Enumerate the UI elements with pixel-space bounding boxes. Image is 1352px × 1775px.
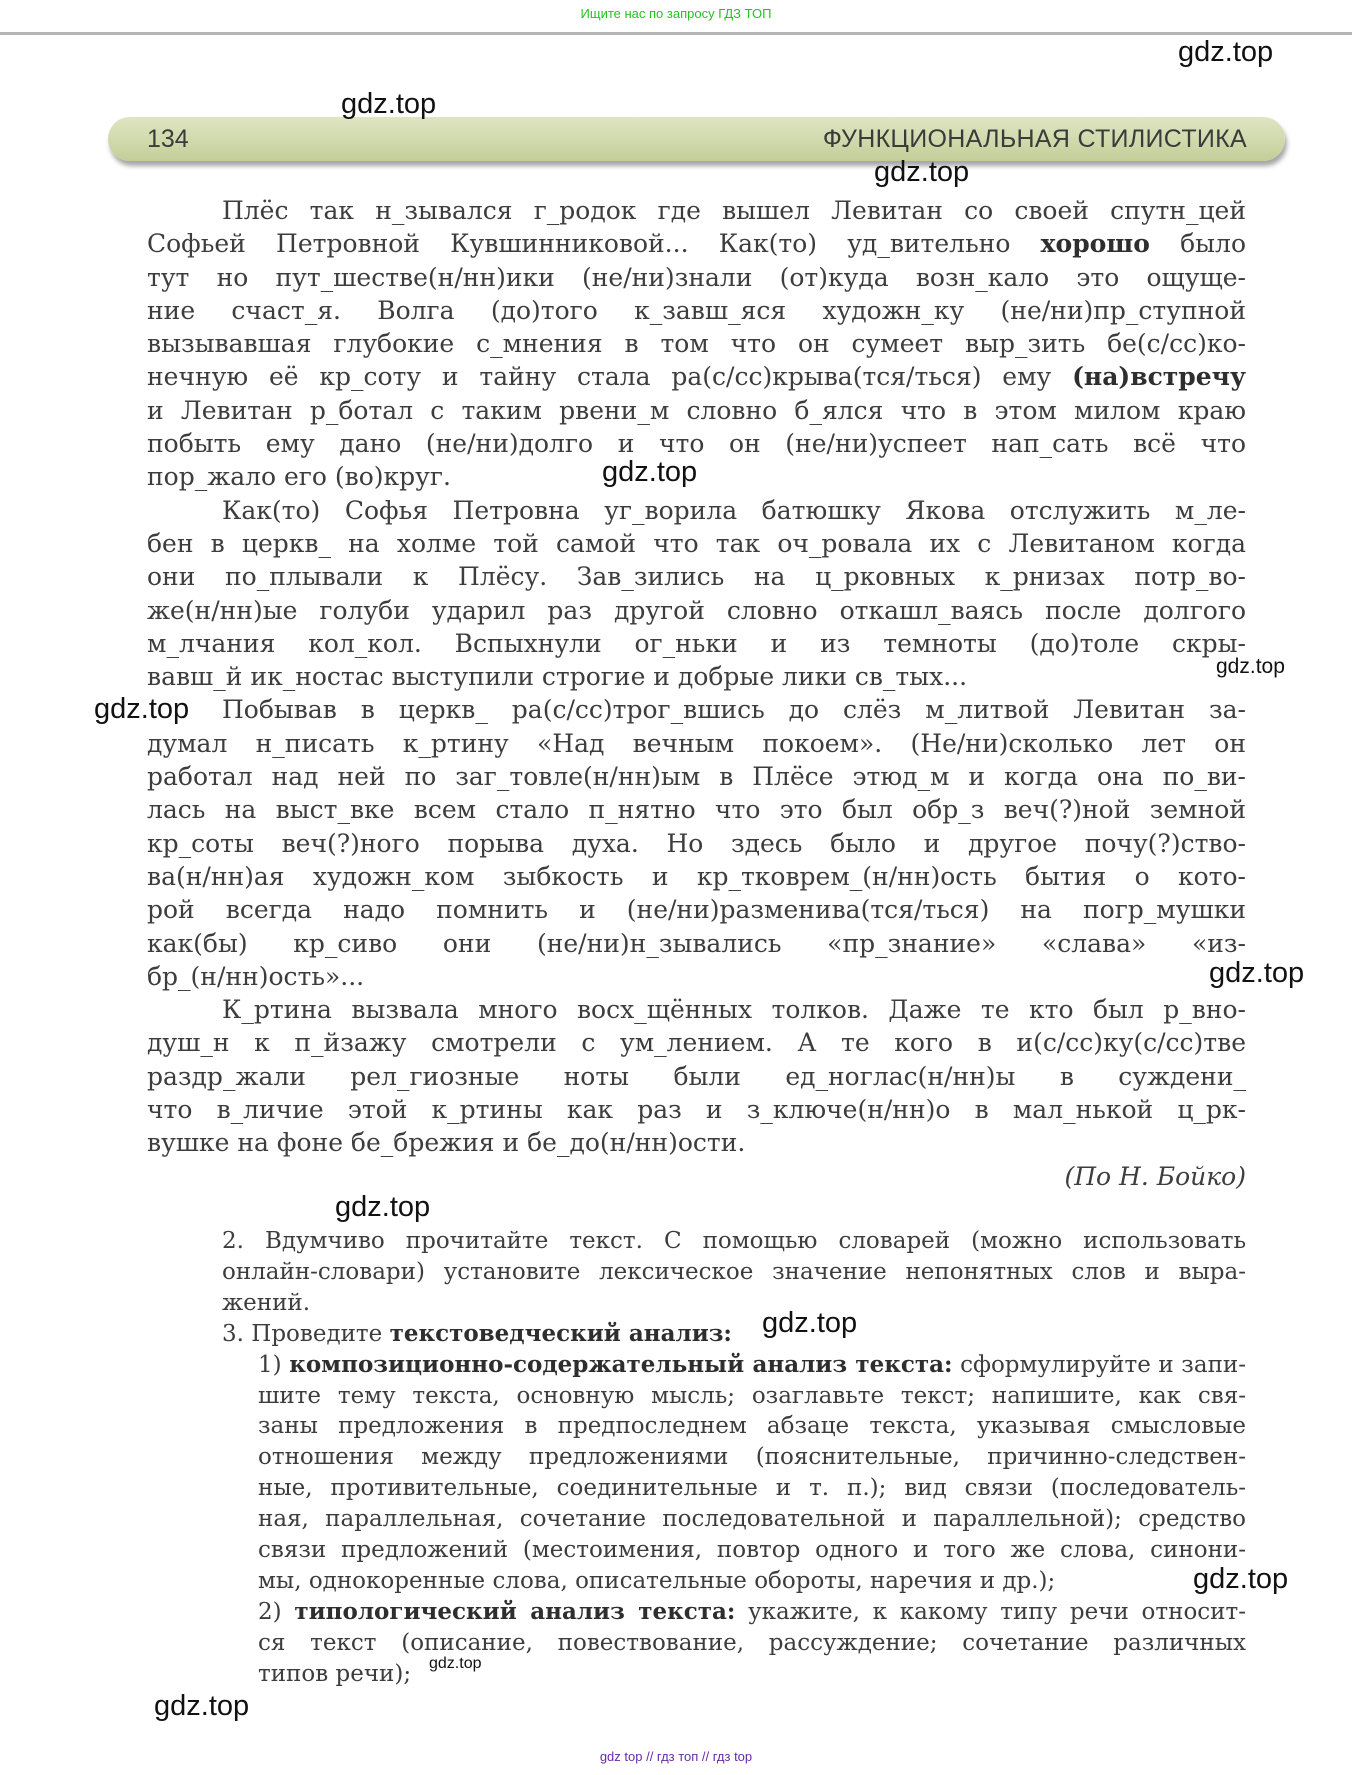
- text-line: м_лчания кол_кол. Вспыхнули ог_ньки и из темноты (до)толе скры-: [147, 628, 1246, 658]
- bold-term: хорошо: [1040, 229, 1150, 259]
- text-line: душ_н к п_йзажу смотрели с ум_лением. А те кого в и(с/сс)ку(с/сс)тве: [147, 1028, 1246, 1058]
- text-line: Плёс так н_зывался г_родок где вышел Левитан со своей спутн_цей: [222, 196, 1246, 225]
- watermark: gdz.top: [602, 456, 698, 488]
- task-line: онлайн-словари) установите лексическое значение непонятных слов и выра-: [222, 1258, 1246, 1285]
- bold-term: композиционно-содержательный анализ текста:: [289, 1350, 953, 1378]
- text-line: нечную её кр_соту и тайну стала ра(с/сс)крыва(тся/ться) ему (на)встречу: [147, 362, 1246, 392]
- watermark: gdz.top: [874, 156, 970, 188]
- exercise-text: [147, 194, 1246, 1193]
- watermark: gdz.top: [1193, 1563, 1289, 1595]
- text-line: рой всегда надо помнить и (не/ни)разменива(тся/ться) на погр_мушки: [147, 895, 1246, 925]
- watermark: gdz.top: [429, 1655, 482, 1672]
- text-line: кр_соты веч(?)ного порыва духа. Но здесь было и другое почу(?)ство-: [147, 828, 1246, 858]
- text-line: пор_жало его (во)круг.: [147, 462, 451, 492]
- bold-term: (на)встречу: [1072, 362, 1246, 392]
- task-line: ные, противительные, соединительные и т. п.); вид связи (последователь-: [258, 1475, 1246, 1502]
- search-banner[interactable]: Ищите нас по запросу ГДЗ ТОП: [580, 6, 772, 21]
- text-line: и Левитан р_ботал с таким рвени_м словно б_ялся что в этом милом краю: [147, 395, 1246, 425]
- watermark: gdz.top: [1209, 957, 1305, 989]
- footer-links[interactable]: gdz top // гдз топ // гдз top: [599, 1749, 753, 1764]
- text-line: Как(то) Софья Петровна уг_ворила батюшку Якова отслужить м_ле-: [222, 495, 1246, 525]
- task-line: шите тему текста, основную мысль; озаглавьте текст; напишите, как свя-: [258, 1382, 1246, 1409]
- task-line: жений.: [222, 1289, 311, 1316]
- bold-term: типологический анализ текста:: [294, 1597, 736, 1625]
- source-attribution: (По Н. Бойко): [1064, 1161, 1246, 1191]
- text-line: ва(н/нн)ая художн_ком зыбкость и кр_тковрем_(н/нн)ость бытия о кото-: [147, 861, 1246, 891]
- text-line: же(н/нн)ые голуби ударил раз другой словно откашл_ваясь после долгого: [147, 595, 1246, 625]
- text-line: думал н_писать к_ртину «Над вечным покоем». (Не/ни)сколько лет он: [147, 728, 1246, 758]
- watermark: gdz.top: [154, 1690, 250, 1722]
- task-line: ся текст (описание, повествование, рассуждение; сочетание различных: [258, 1629, 1246, 1656]
- task-line: связи предложений (местоимения, повтор одного и того же слова, синони-: [258, 1537, 1246, 1564]
- text-line: Софьей Петровной Кувшинниковой... Как(то) уд_вительно хорошо было: [147, 229, 1246, 259]
- task-line: отношения между предложениями (пояснительные, причинно-следствен-: [258, 1444, 1246, 1471]
- watermark: gdz.top: [335, 1191, 431, 1223]
- task-line: 2) типологический анализ текста: укажите, к какому типу речи относит-: [258, 1597, 1246, 1625]
- text-line: вызывавшая глубокие с_мнения в том что он сумеет выр_зить бе(с/сс)ко-: [147, 329, 1246, 359]
- text-line: бр_(н/нн)ость»...: [147, 961, 365, 991]
- task-line: ная, параллельная, сочетание последовательной и параллельной); средство: [258, 1506, 1246, 1533]
- divider: [0, 32, 1352, 35]
- task-list: [147, 1226, 1246, 1690]
- text-line: лась на выст_вке всем стало п_нятно что это был обр_з веч(?)ной земной: [147, 795, 1246, 825]
- text-line: побыть ему дано (не/ни)долго и что он (не/ни)успеет нап_сать всё что: [147, 429, 1246, 459]
- task-line: 3. Проведите текстоведческий анализ:: [222, 1319, 732, 1347]
- text-line: К_ртина вызвала много восх_щённых толков. Даже те кто был р_вно-: [222, 995, 1246, 1025]
- text-line: Побывав в церкв_ ра(с/сс)трог_вшись до слёз м_литвой Левитан за-: [222, 695, 1246, 725]
- text-line: работал над ней по заг_товле(н/нн)ым в Плёсе этюд_м и когда она по_ви-: [147, 762, 1246, 792]
- page-header-bar: [108, 117, 1285, 161]
- text-line: ние счаст_я. Волга (до)того к_завш_яся художн_ку (не/ни)пр_ступной: [147, 295, 1246, 325]
- watermark: gdz.top: [762, 1307, 858, 1339]
- text-line: бен в церкв_ на холме той самой что так оч_ровала их с Левитаном когда: [147, 528, 1246, 558]
- text-line: они по_плывали к Плёсу. Зав_зились на ц_рковных к_рнизах потр_во-: [147, 562, 1246, 592]
- bold-term: текстоведческий анализ:: [389, 1319, 732, 1347]
- watermark: gdz.top: [341, 88, 437, 120]
- task-line: мы, однокоренные слова, описательные обороты, наречия и др.);: [258, 1567, 1056, 1594]
- task-line: 2. Вдумчиво прочитайте текст. С помощью словарей (можно использовать: [222, 1228, 1246, 1254]
- task-line: типов речи);: [258, 1660, 412, 1687]
- watermark: gdz.top: [1178, 36, 1274, 68]
- watermark: gdz.top: [94, 693, 190, 725]
- text-line: раздр_жали рел_гиозные ноты были ед_ноглас(н/нн)ы в суждени_: [147, 1061, 1246, 1091]
- text-line: что в_личие этой к_ртины как раз и з_ключе(н/нн)о в мал_нькой ц_рк-: [147, 1095, 1246, 1125]
- section-title: ФУНКЦИОНАЛЬНАЯ СТИЛИСТИКА: [822, 125, 1247, 153]
- watermark: gdz.top: [1216, 655, 1285, 678]
- text-line: тут но пут_шестве(н/нн)ики (не/ни)знали (от)куда возн_кало это ощуще-: [147, 262, 1246, 292]
- text-line: вушке на фоне бе_брежия и бе_до(н/нн)ости.: [147, 1128, 746, 1158]
- text-line: вавш_й ик_ностас выступили строгие и добрые лики св_тых...: [147, 662, 968, 692]
- text-line: как(бы) кр_сиво они (не/ни)н_зывались «пр_знание» «слава» «из-: [147, 928, 1246, 958]
- page-number: 134: [147, 125, 189, 153]
- task-line: заны предложения в предпоследнем абзаце текста, указывая смысловые: [258, 1413, 1246, 1440]
- task-line: 1) композиционно-содержательный анализ текста: сформулируйте и запи-: [258, 1350, 1246, 1378]
